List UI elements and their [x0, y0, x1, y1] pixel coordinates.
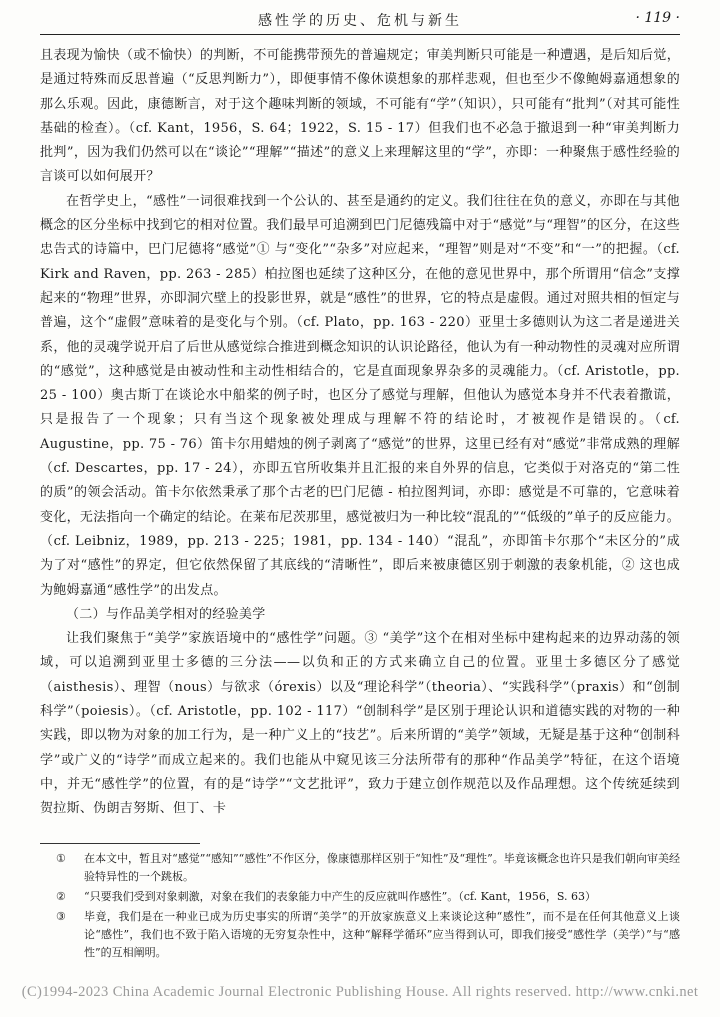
- paragraph-continuation: 且表现为愉快（或不愉快）的判断，不可能携带预先的普遍规定；审美判断只可能是一种遭遇，是后知后觉，是通过特殊而反思普遍（“反思判断力”），即便事情不像休谟想象的那样悲观，但也至少不像鲍姆嘉通想象的那么乐观。因此，康德断言，对于这个趣味判断的领域，不可能有“学”（知识），只可能有“批判”（对其可能性基础的检查）。（cf. Kant，1956，S. 64；1922，S. 15 - 17）但我们也不必急于撤退到一种“审美判断力批判”，因为我们仍然可以在“谈论”“理解”“描述”的意义上来理解这里的“学”，亦即：一种聚焦于感性经验的言谈可以如何展开？: [40, 48, 680, 185]
- footnote-divider: [40, 843, 200, 844]
- running-title: 感性学的历史、危机与新生: [258, 13, 462, 29]
- footnote-item: [56, 888, 680, 906]
- footnotes: [56, 850, 680, 964]
- section-heading: （二）与作品美学相对的经验美学: [66, 606, 266, 622]
- body-text: [40, 44, 680, 822]
- page-number: · 119 ·: [635, 10, 680, 26]
- footnote-text: 在本文中，暂且对“感觉”“感知”“感性”不作区分，像康德那样区别于“知性”及“理性”。毕竟该概念也许只是我们朝向审美经验特异性的一个跳板。: [84, 852, 680, 883]
- footnote-item: [56, 908, 680, 962]
- footnote-text: “只要我们受到对象刺激，对象在我们的表象能力中产生的反应就叫作感性”。（cf. Kant，1956，S. 63）: [84, 890, 596, 903]
- copyright-watermark: (C)1994-2023 China Academic Journal Electronic Publishing House. All rights reserved. http://www.cnki.net: [21, 984, 699, 1000]
- paragraph-aesthetics-family: 让我们聚焦于“美学”家族语境中的“感性学”问题。③ “美学”这个在相对坐标中建构起来的边界动荡的领域，可以追溯到亚里士多德的三分法——以负和正的方式来确立自己的位置。亚里士多德区分了感觉（aisthesis）、理智（nous）与欲求（órexis）以及“理论科学”（theoria）、“实践科学”（praxis）和“创制科学”（poiesis）。（cf. Aristotle，pp. 102 - 117）“创制科学”是区别于理论认识和道德实践的对物的一种实践，即以物为对象的加工行为，是一种广义上的“技艺”。后来所谓的“美学”领域，无疑是基于这种“创制科学”或广义的“诗学”而成立起来的。我们也能从中窥见该三分法所带有的那种“作品美学”特征，在这个语境中，并无“感性学”的位置，有的是“诗学”“文艺批评”，致力于建立创作规范以及作品理想。这个传统延续到贺拉斯、伪朗吉努斯、但丁、卡: [40, 631, 680, 817]
- header-divider: [40, 34, 680, 35]
- paragraph-philosophy-history: 在哲学史上，“感性”一词很难找到一个公认的、甚至是通约的定义。我们往往在负的意义，亦即在与其他概念的区分坐标中找到它的相对位置。我们最早可追溯到巴门尼德残篇中对于“感觉”与“理智”的区分，在这些忠告式的诗篇中，巴门尼德将“感觉”① 与“变化”“杂多”对应起来，“理智”则是对“不变”和“一”的把握。（cf. Kirk and Raven，pp. 263 - 285）柏拉图也延续了这种区分，在他的意见世界中，那个所谓用“信念”支撑起来的“物理”世界，亦即洞穴壁上的投影世界，就是“感性”的世界，它的特点是虚假。通过对照共相的恒定与普遍，这个“虚假”意味着的是变化与个别。（cf. Plato，pp. 163 - 220）亚里士多德则认为这二者是递进关系，他的灵魂学说开启了后世从感觉综合推进到概念知识的认识论路径，他认为有一种动物性的灵魂对应所谓的“感觉”，这种感觉是由被动性和主动性相结合的，它是直面现象界杂多的灵魂能力。（cf. Aristotle，pp. 25 - 100）奥古斯丁在谈论水中船桨的例子时，也区分了感觉与理解，但他认为感觉本身并不代表着撒谎，只是报告了一个现象；只有当这个现象被处理成与理解不符的结论时，才被视作是错误的。（cf. Augustine，pp. 75 - 76）笛卡尔用蜡烛的例子剥离了“感觉”的世界，这里已经有对“感觉”非常成熟的理解（cf. Descartes，pp. 17 - 24），亦即五官所收集并且汇报的来自外界的信息，它类似于对洛克的“第二性的质”的领会活动。笛卡尔依然秉承了那个古老的巴门尼德 - 柏拉图判词，亦即：感觉是不可靠的，它意味着变化，无法指向一个确定的结论。在莱布尼茨那里，感觉被归为一种比较“混乱的”“低级的”单子的反应能力。（cf. Leibniz，1989，pp. 213 - 225；1981，pp. 134 - 140）“混乱”，亦即笛卡尔那个“未区分的”成为了对“感性”的界定，但它依然保留了其底线的“清晰性”，即后来被康德区别于刺激的表象机能，② 这也成为鲍姆嘉通“感性学”的出发点。: [40, 193, 680, 598]
- footnote-item: [56, 850, 680, 886]
- footnote-text: 毕竟，我们是在一种业已成为历史事实的所谓“美学”的开放家族意义上来谈论这种“感性”，而不是在任何其他意义上谈论“感性”，我们也不致于陷入语境的无穷复杂性中，这种“解释学循环”应当得到认可，即我们接受“感性学（美学）”与“感性”的互相阐明。: [84, 910, 680, 959]
- footnote-mark: ③: [56, 910, 66, 923]
- footnote-mark: ①: [56, 852, 66, 865]
- page-header: [40, 10, 680, 34]
- footnote-mark: ②: [56, 890, 66, 903]
